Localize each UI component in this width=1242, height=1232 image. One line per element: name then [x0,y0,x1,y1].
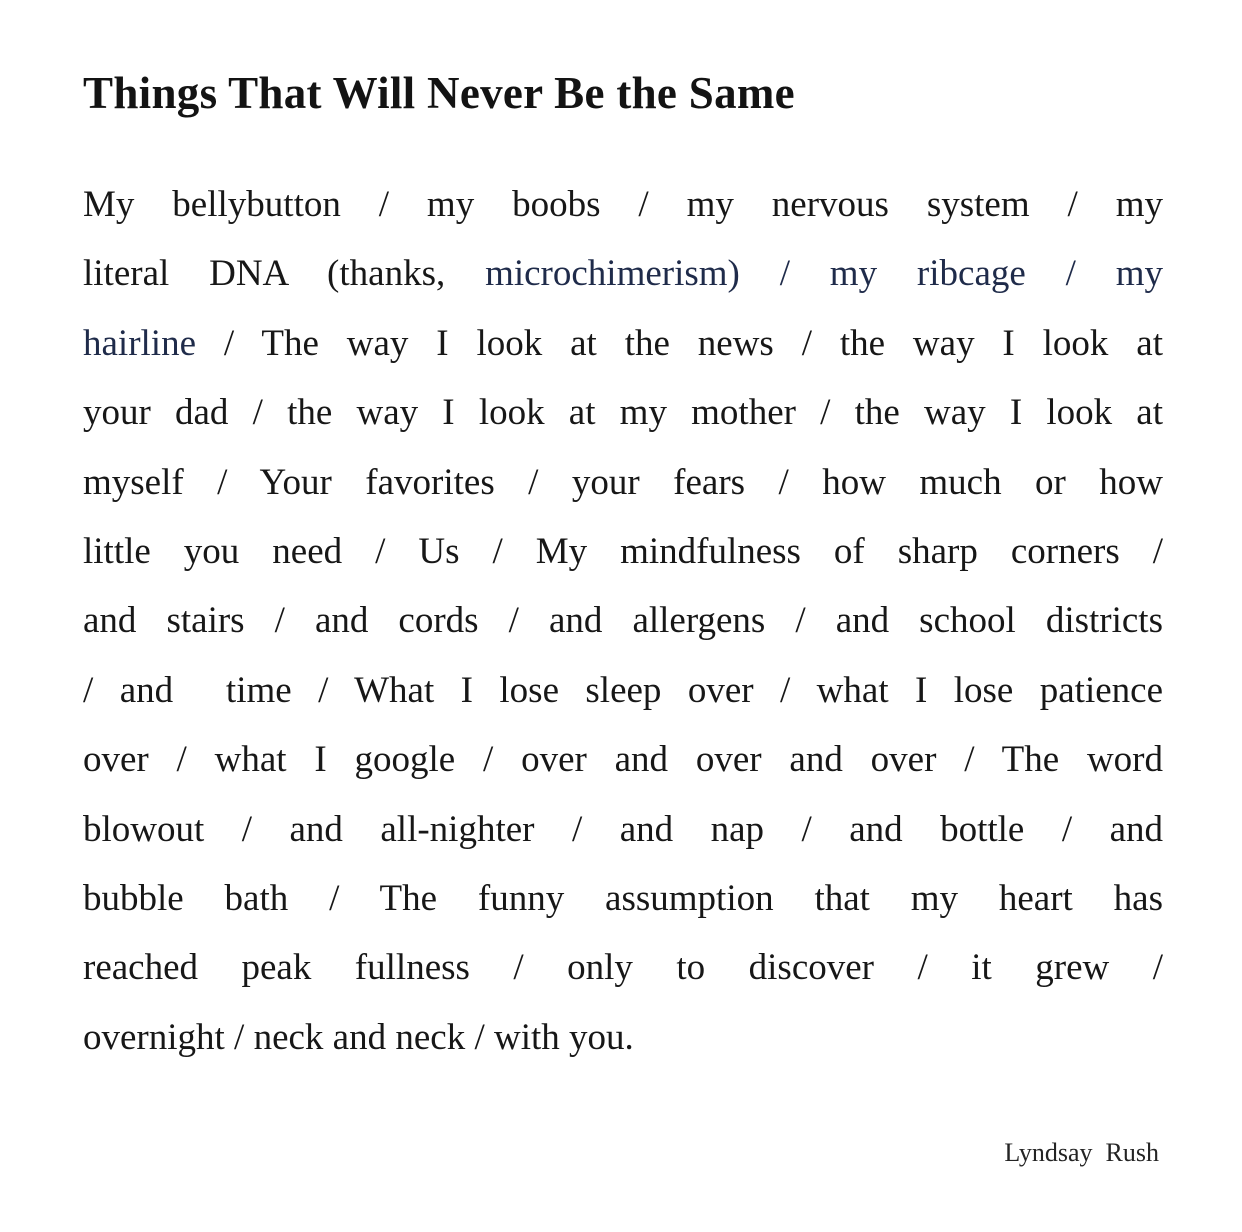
poem-line [83,795,1163,864]
poem-text: My bellybutton / my boobs / my nervous system / my [83,184,1163,225]
poem-text: myself / Your favorites / your fears / how much or how [83,461,1163,503]
poem-text: and stairs / and cords / and allergens / and school districts [83,600,1163,642]
poem-text: little you need / Us / My mindfulness of sharp corners / [83,531,1163,573]
poem-line [83,933,1163,1002]
poem-line [83,448,1163,517]
poem-text: bubble bath / The funny assumption that my heart has [83,878,1163,920]
accent-text: microchimerism) / my ribcage / my [485,253,1163,295]
poem-text: your dad / the way I look at my mother / the way I look at [83,392,1163,434]
author-name: Lyndsay Rush [1004,1138,1159,1168]
poem-line [83,517,1163,586]
poem-body [83,170,1163,1072]
poem-line [83,864,1163,933]
poem-text: / and time / What I lose sleep over / what I lose patience [83,669,1163,711]
poem-line [83,586,1163,655]
poem-text: over / what I google / over and over and over / The word [83,739,1163,781]
poem-text: / The way I look at the news / the way I look at [196,322,1163,364]
poem-text: literal DNA (thanks, [83,253,486,295]
poem-title: Things That Will Never Be the Same [83,68,795,118]
poem-line [83,170,1163,239]
poem-line [83,725,1163,794]
accent-text: hairline [83,322,197,364]
poem-text: blowout / and all-nighter / and nap / and bottle / and [83,808,1163,850]
poem-text: reached peak fullness / only to discover / it grew / [83,947,1163,989]
poem-line [83,1003,1163,1072]
poem-line [83,239,1163,308]
poem-line [83,309,1163,378]
poem-line [83,656,1163,725]
poem-text: overnight / neck and neck / with you. [83,1016,634,1058]
poem-line [83,378,1163,447]
